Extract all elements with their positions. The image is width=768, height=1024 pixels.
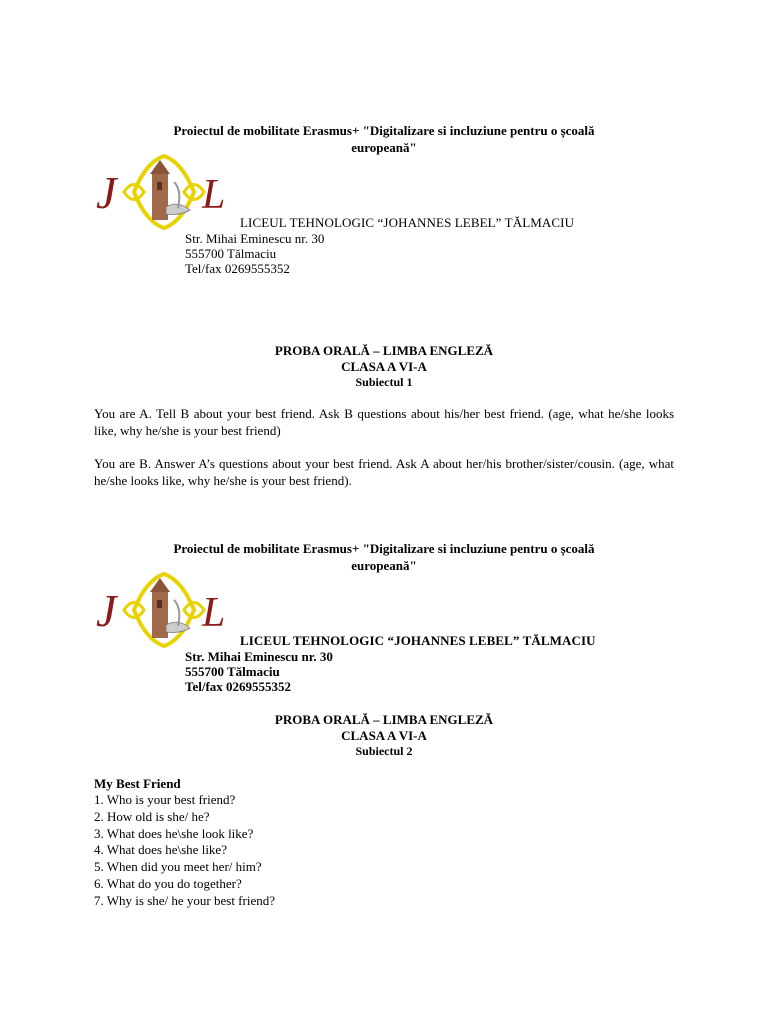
topic-heading: My Best Friend [94, 776, 181, 791]
list-item: 3. What does he\she look like? [94, 825, 254, 841]
list-item: 6. What do you do together? [94, 875, 242, 891]
task-b-paragraph: You are B. Answer A’s questions about your best friend. Ask A about her/his brother/sister/cousin. (age, what he/she looks like, why he/she is your best friend). [94, 456, 674, 488]
school-name: LICEUL TEHNOLOGIC “JOHANNES LEBEL” TĂLMACIU [240, 633, 596, 648]
task-a-paragraph: You are A. Tell B about your best friend. Ask B questions about his/her best friend. (age, what he/she looks like, why he/she is your best friend) [94, 406, 674, 438]
svg-text:J: J [96, 585, 117, 636]
svg-text:J: J [96, 167, 117, 218]
project-title-line2: europeană" [351, 140, 417, 155]
project-title-line1: Proiectul de mobilitate Erasmus+ "Digitalizare si incluziune pentru o școală [173, 123, 595, 138]
class-label: CLASA A VI-A [341, 359, 427, 374]
address-street: Str. Mihai Eminescu nr. 30 [185, 649, 333, 664]
subject-label: Subiectul 1 [355, 375, 413, 389]
list-item: 2. How old is she/ he? [94, 808, 210, 824]
list-item: 1. Who is your best friend? [94, 792, 236, 807]
svg-text:L: L [202, 172, 226, 218]
address-city: 555700 Tălmaciu [185, 664, 280, 679]
address-city: 555700 Tălmaciu [185, 246, 277, 261]
project-title-line1: Proiectul de mobilitate Erasmus+ "Digitalizare si incluziune pentru o școală [173, 541, 595, 556]
address-street: Str. Mihai Eminescu nr. 30 [185, 231, 325, 246]
svg-text:L: L [202, 590, 226, 636]
list-item: 4. What does he\she like? [94, 842, 227, 858]
school-logo [94, 570, 236, 650]
exam-title: PROBA ORALĂ – LIMBA ENGLEZĂ [274, 712, 494, 727]
project-title-line2: europeană" [351, 558, 417, 573]
address-phone: Tel/fax 0269555352 [185, 261, 290, 276]
class-label: CLASA A VI-A [341, 728, 427, 743]
subject-label: Subiectul 2 [355, 744, 413, 758]
school-name: LICEUL TEHNOLOGIC “JOHANNES LEBEL” TĂLMACIU [240, 215, 575, 230]
list-item: 7. Why is she/ he your best friend? [94, 892, 275, 908]
address-phone: Tel/fax 0269555352 [185, 679, 292, 694]
school-logo [94, 152, 236, 232]
exam-title: PROBA ORALĂ – LIMBA ENGLEZĂ [274, 343, 494, 358]
list-item: 5. When did you meet her/ him? [94, 859, 262, 875]
question-list [94, 792, 275, 910]
